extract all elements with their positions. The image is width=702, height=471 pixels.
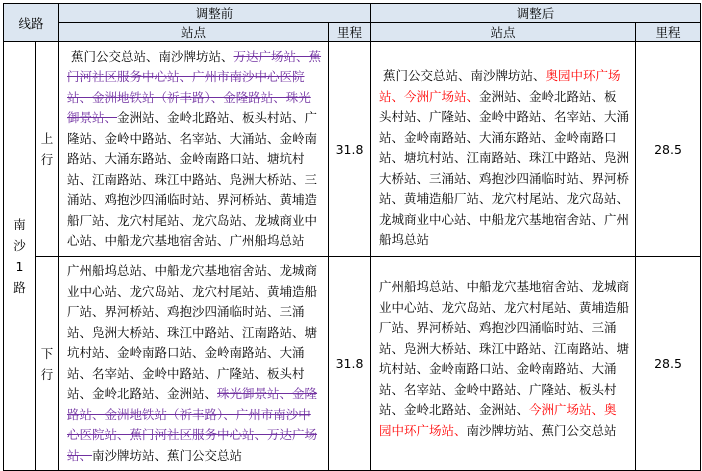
stops-segment: 蕉门公交总站、南沙牌坊站、 (383, 68, 546, 83)
stops-segment: 南沙牌坊站、蕉门公交总站 (92, 447, 243, 463)
header-route: 线路 (4, 4, 59, 42)
up-before-stops (59, 42, 329, 257)
up-after-mileage: 28.5 (636, 42, 701, 257)
header-before: 调整前 (59, 4, 371, 23)
stops-segment: 广州船坞总站、中船龙穴基地宿舍站、龙城商业中心站、龙穴岛站、龙穴村尾站、黄埔造船厂站、界河桥站、鸡抱沙四涌临时站、三涌站、凫洲大桥站、珠江中路站、江南路站、塘坑村站、金岭南路口站、金岭南路站、大涌站、名宰站、金岭中路站、广隆站、板头村站、金岭北路站、金洲站、 (67, 263, 318, 401)
header-after-stops: 站点 (371, 23, 636, 42)
down-before-stops (59, 257, 329, 471)
direction-up (36, 42, 59, 257)
direction-down (36, 257, 59, 471)
stops-segment: 南沙牌坊站、蕉门公交总站 (466, 422, 617, 438)
added-stops-segment: 奥园中环广场站、今洲广场站、 (379, 68, 621, 104)
down-after-mileage: 28.5 (636, 257, 701, 471)
route-name-char: 路 (13, 280, 26, 295)
direction-char: 行 (40, 152, 54, 167)
route-name-char: 1 (15, 259, 24, 274)
up-after-stops (371, 42, 636, 257)
direction-char: 上 (40, 131, 54, 146)
header-before-mileage: 里程 (329, 23, 371, 42)
stops-segment: 广州船坞总站、中船龙穴基地宿舍站、龙城商业中心站、龙穴岛站、龙穴村尾站、黄埔造船厂站、界河桥站、鸡抱沙四涌临时站、三涌站、凫洲大桥站、珠江中路站、江南路站、塘坑村站、金岭南路口站、金岭南路站、大涌站、名宰站、金岭中路站、广隆站、板头村站、金岭北路站、金洲站、 (379, 279, 630, 417)
stops-segment: 蕉门公交总站、南沙牌坊站、 (71, 48, 234, 64)
down-before-mileage: 31.8 (329, 257, 371, 471)
removed-stops-segment: 珠光御景站、金隆路站、金洲地铁站（祈丰路）、广州市南沙中心医院站、蕉门河社区服务中心站、万达广场站、 (67, 386, 318, 463)
up-before-mileage: 31.8 (329, 42, 371, 257)
stops-segment: 金洲站、金岭北路站、板头村站、广隆站、金岭中路站、名宰站、大涌站、金岭南路站、大涌东路站、金岭南路口站、塘坑村站、江南路站、珠江中路站、凫洲大桥站、三涌站、鸡抱沙四涌临时站、界河桥站、黄埔造船厂站、龙穴村尾站、龙穴岛站、龙城商业中心站、中船龙穴基地宿舍站、广州船坞总站 (379, 88, 630, 247)
added-stops-segment: 今洲广场站、奥园中环广场站、 (379, 402, 617, 438)
route-name (4, 42, 36, 471)
removed-stops-segment: 万达广场站、蕉门河社区服务中心站、广州市南沙中心医院站、金洲地铁站（祈丰路）、金隆路站、珠光御景站、 (67, 48, 322, 125)
direction-char: 下 (40, 345, 54, 361)
stops-segment: 金洲站、金岭北路站、板头村站、广隆站、金岭中路站、名宰站、大涌站、金岭南路站、大涌东路站、金岭南路口站、塘坑村站、江南路站、珠江中路站、凫洲大桥站、三涌站、鸡抱沙四涌临时站、界河桥站、黄埔造船厂站、龙穴村尾站、龙穴岛站、龙城商业中心站、中船龙穴基地宿舍站、广州船坞总站 (67, 110, 318, 248)
direction-char: 行 (40, 366, 54, 382)
route-adjustment-table (3, 3, 701, 471)
header-after: 调整后 (371, 4, 701, 23)
route-name-char: 南 (13, 217, 26, 232)
table-row-up (4, 42, 701, 257)
route-name-char: 沙 (13, 238, 26, 253)
header-before-stops: 站点 (59, 23, 329, 42)
down-after-stops (371, 257, 636, 471)
table-row-down (4, 257, 701, 471)
header-after-mileage: 里程 (636, 23, 701, 42)
